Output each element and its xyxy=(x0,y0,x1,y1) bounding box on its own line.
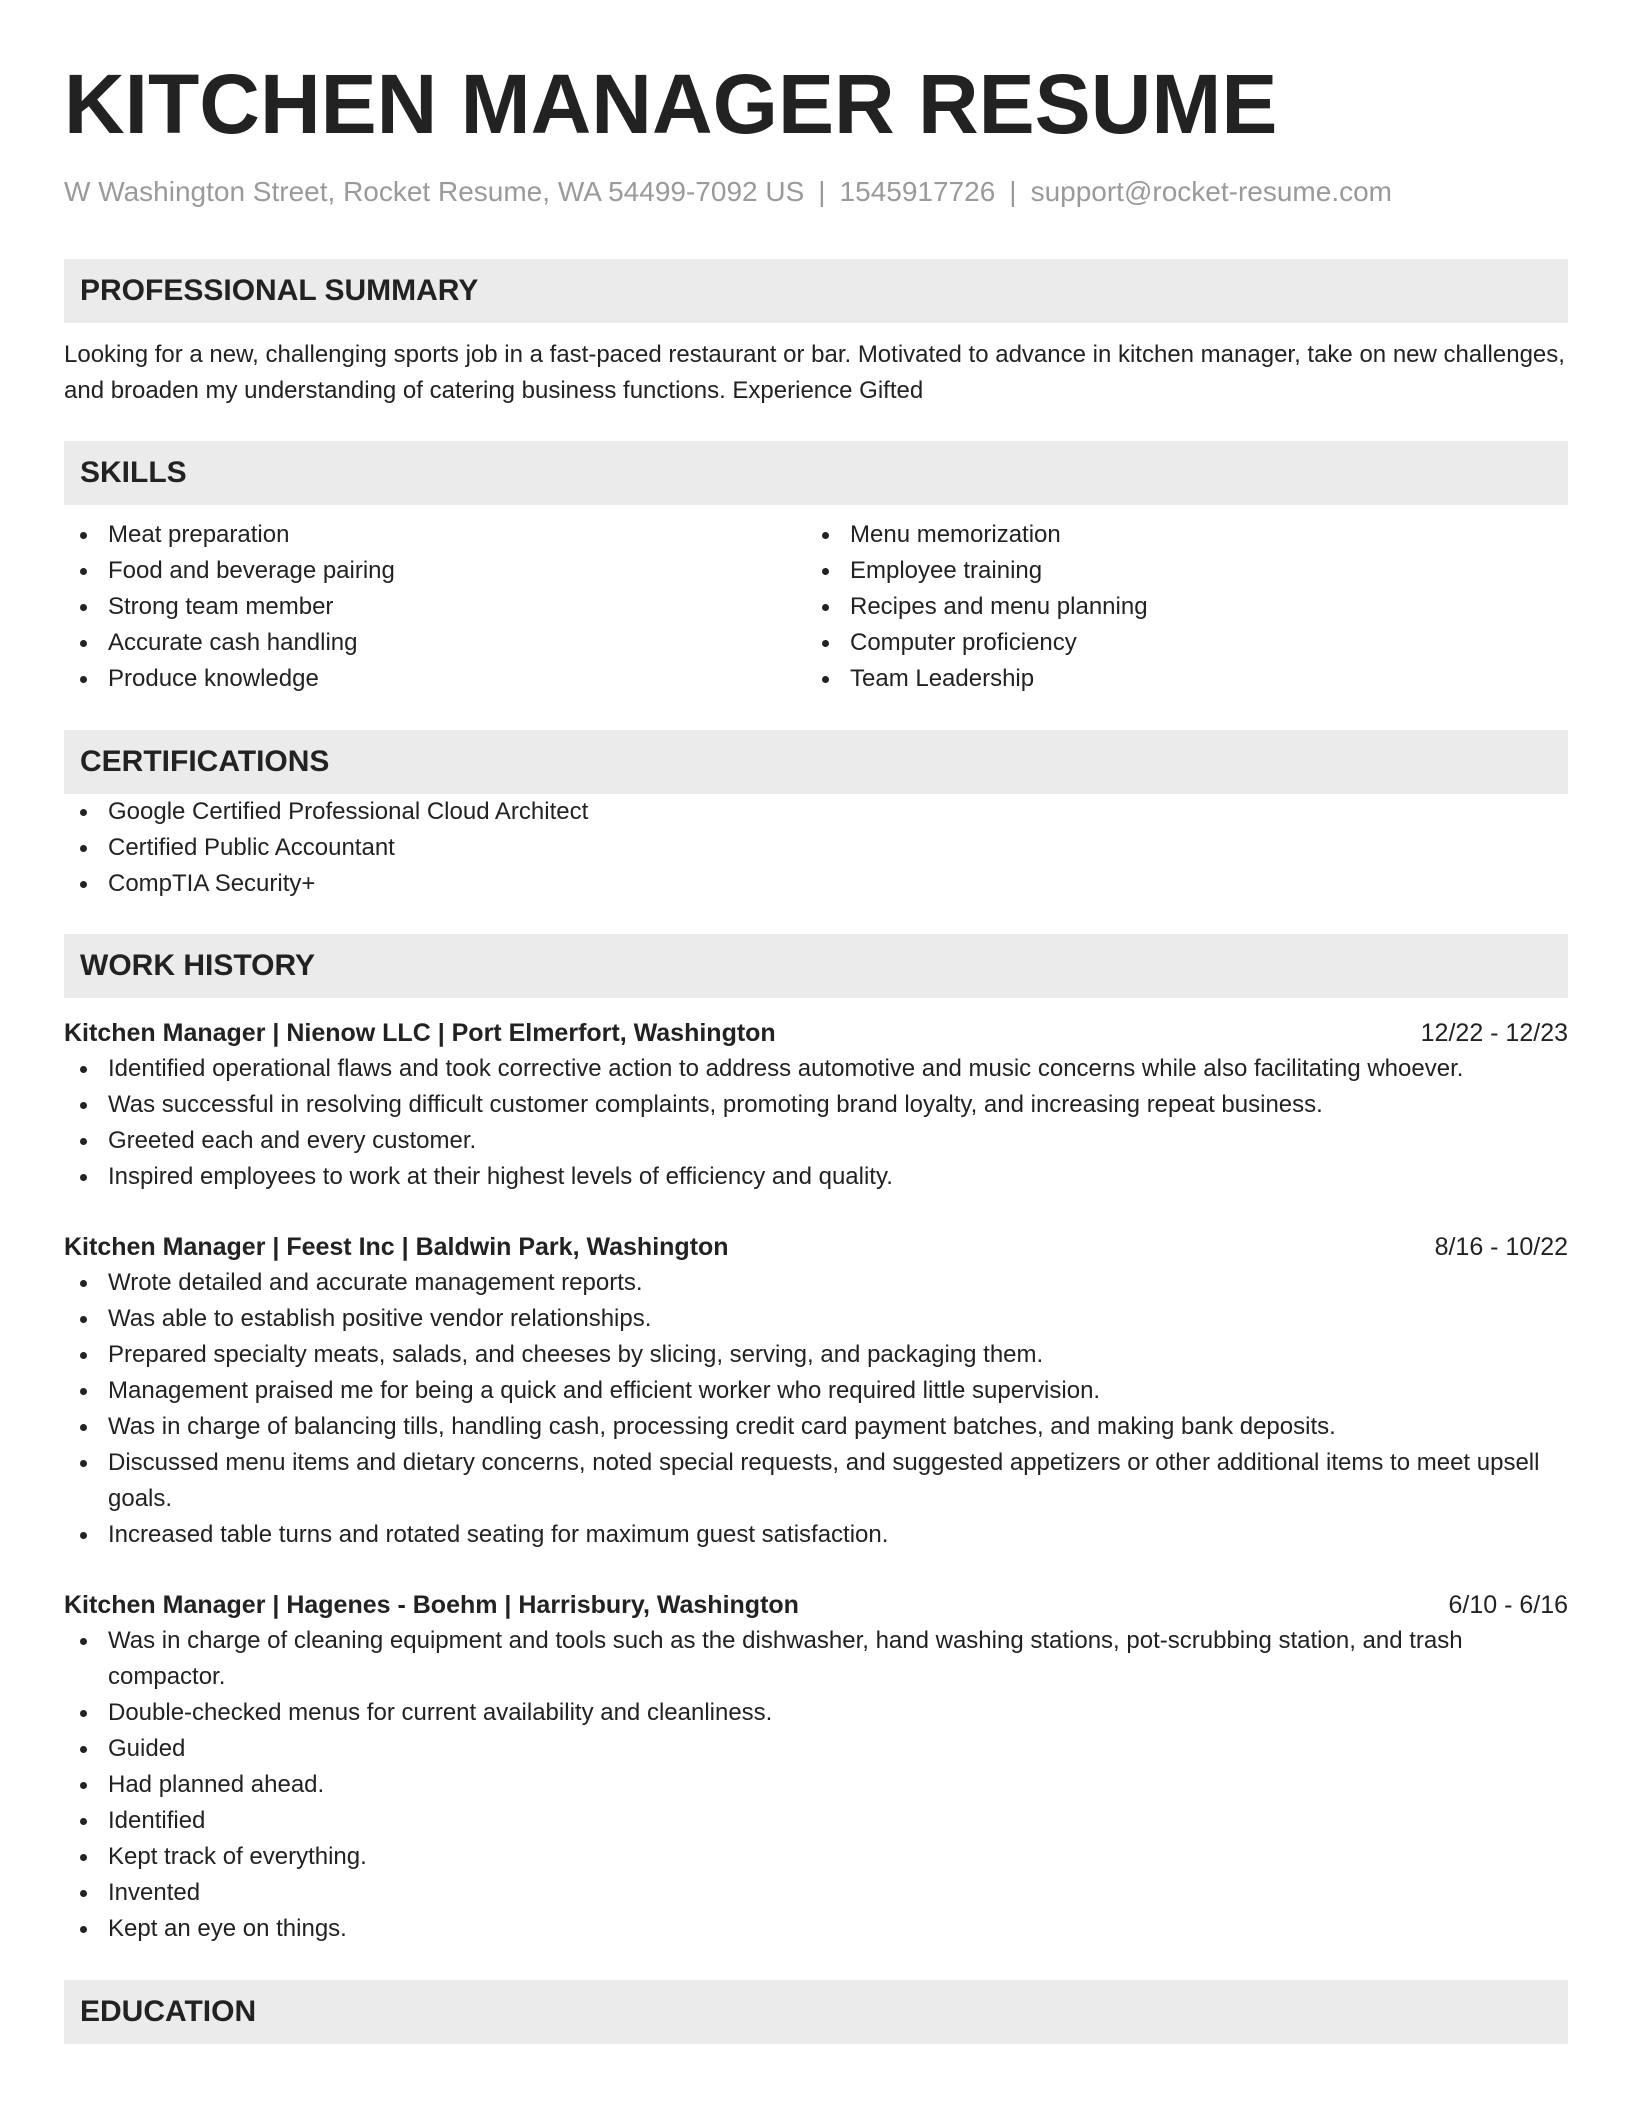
job-bullet: Was able to establish positive vendor relationships. xyxy=(64,1301,1568,1337)
job-dates: 6/10 - 6/16 xyxy=(1448,1591,1568,1619)
job-bullet: Identified xyxy=(64,1803,1568,1839)
job-dates: 12/22 - 12/23 xyxy=(1420,1019,1568,1047)
skill-item: Meat preparation xyxy=(64,517,806,553)
job-bullet: Discussed menu items and dietary concerns, noted special requests, and suggested appetizers or other additional items to meet upsell goals. xyxy=(64,1445,1568,1517)
certifications-heading: CERTIFICATIONS xyxy=(64,730,1568,794)
work-history-heading: WORK HISTORY xyxy=(64,934,1568,998)
job-bullet: Kept track of everything. xyxy=(64,1839,1568,1875)
job-title: Kitchen Manager | Nienow LLC | Port Elmerfort, Washington xyxy=(64,1019,776,1047)
job-title: Kitchen Manager | Feest Inc | Baldwin Park, Washington xyxy=(64,1233,729,1261)
skill-item: Food and beverage pairing xyxy=(64,553,806,589)
job-header xyxy=(64,1229,1568,1265)
skill-item: Strong team member xyxy=(64,589,806,625)
skill-item: Employee training xyxy=(806,553,1548,589)
skill-item: Menu memorization xyxy=(806,517,1548,553)
contact-address: W Washington Street, Rocket Resume, WA 54499-7092 US xyxy=(64,176,805,207)
job-entry xyxy=(64,1229,1568,1553)
job-bullet: Was in charge of balancing tills, handling cash, processing credit card payment batches, and making bank deposits. xyxy=(64,1409,1568,1445)
job-dates: 8/16 - 10/22 xyxy=(1434,1233,1568,1261)
contact-separator: | xyxy=(818,176,826,207)
skills-heading: SKILLS xyxy=(64,441,1568,505)
contact-separator: | xyxy=(1009,176,1017,207)
certification-item: Google Certified Professional Cloud Architect xyxy=(64,794,1568,830)
job-title: Kitchen Manager | Hagenes - Boehm | Harrisbury, Washington xyxy=(64,1591,799,1619)
skills-list-left xyxy=(64,517,806,697)
job-bullet: Kept an eye on things. xyxy=(64,1911,1568,1947)
job-bullet: Had planned ahead. xyxy=(64,1767,1568,1803)
skills-column-right xyxy=(806,517,1548,697)
job-bullet: Identified operational flaws and took corrective action to address automotive and music concerns while also facilitating whoever. xyxy=(64,1051,1568,1087)
job-bullet: Inspired employees to work at their highest levels of efficiency and quality. xyxy=(64,1159,1568,1195)
skills-list-right xyxy=(806,517,1548,697)
job-entry xyxy=(64,1587,1568,1947)
job-bullet: Wrote detailed and accurate management reports. xyxy=(64,1265,1568,1301)
job-bullet: Double-checked menus for current availability and cleanliness. xyxy=(64,1695,1568,1731)
skills-grid xyxy=(64,517,1568,697)
contact-line xyxy=(64,174,1568,210)
skills-column-left xyxy=(64,517,806,697)
contact-email: support@rocket-resume.com xyxy=(1030,176,1392,207)
job-bullet: Greeted each and every customer. xyxy=(64,1123,1568,1159)
job-header xyxy=(64,1015,1568,1051)
education-heading: EDUCATION xyxy=(64,1980,1568,2044)
job-bullet: Was in charge of cleaning equipment and tools such as the dishwasher, hand washing stations, pot-scrubbing station, and trash compactor. xyxy=(64,1623,1568,1695)
job-bullets xyxy=(64,1265,1568,1553)
summary-heading: PROFESSIONAL SUMMARY xyxy=(64,259,1568,323)
job-entry xyxy=(64,1015,1568,1195)
job-bullet: Management praised me for being a quick and efficient worker who required little supervision. xyxy=(64,1373,1568,1409)
job-bullet: Increased table turns and rotated seating for maximum guest satisfaction. xyxy=(64,1517,1568,1553)
job-bullets xyxy=(64,1051,1568,1195)
job-bullet: Prepared specialty meats, salads, and cheeses by slicing, serving, and packaging them. xyxy=(64,1337,1568,1373)
resume-title: KITCHEN MANAGER RESUME xyxy=(64,57,1278,151)
certification-item: CompTIA Security+ xyxy=(64,866,1568,902)
job-bullets xyxy=(64,1623,1568,1947)
job-header xyxy=(64,1587,1568,1623)
skill-item: Team Leadership xyxy=(806,661,1548,697)
skill-item: Accurate cash handling xyxy=(64,625,806,661)
contact-phone: 1545917726 xyxy=(839,176,996,207)
job-bullet: Guided xyxy=(64,1731,1568,1767)
skill-item: Produce knowledge xyxy=(64,661,806,697)
skill-item: Recipes and menu planning xyxy=(806,589,1548,625)
job-bullet: Invented xyxy=(64,1875,1568,1911)
summary-text: Looking for a new, challenging sports job in a fast-paced restaurant or bar. Motivated to advance in kitchen manager, take on new challenges, and broaden my understanding of catering business functions. Experience Gifted xyxy=(64,341,1565,404)
skill-item: Computer proficiency xyxy=(806,625,1548,661)
job-bullet: Was successful in resolving difficult customer complaints, promoting brand loyalty, and increasing repeat business. xyxy=(64,1087,1568,1123)
certification-item: Certified Public Accountant xyxy=(64,830,1568,866)
certifications-list xyxy=(64,794,1568,902)
